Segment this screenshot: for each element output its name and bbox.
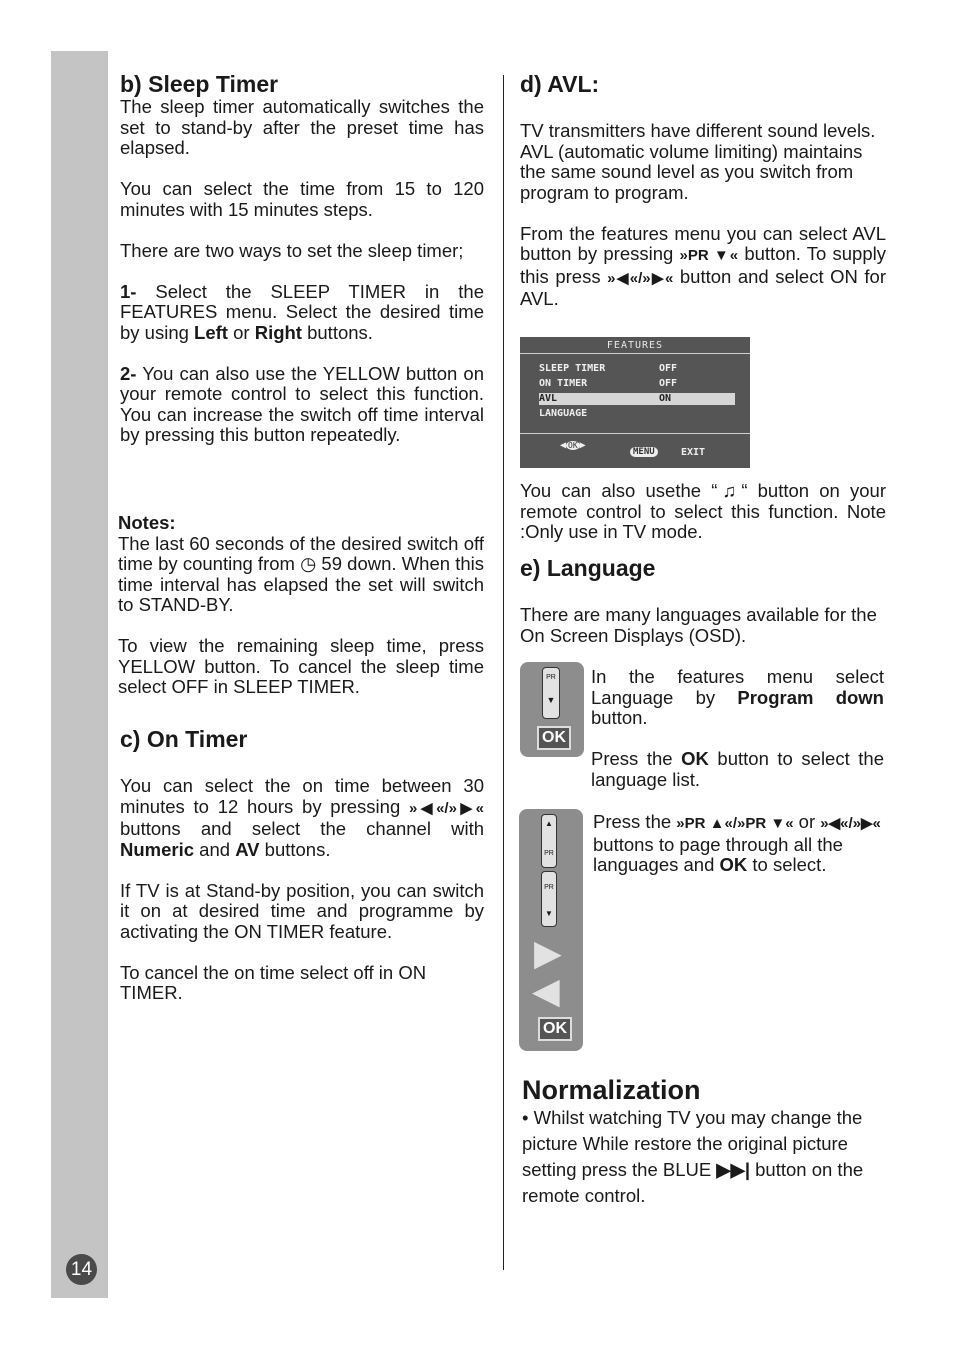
notes-remaining-time: To view the remaining sleep time, press YELLOW button. To cancel the sleep time select OFF in SLEEP TIMER. bbox=[118, 635, 484, 697]
language-intro: There are many languages available for the On Screen Displays (OSD). bbox=[520, 604, 877, 646]
notes-heading: Notes: bbox=[118, 512, 176, 533]
normalization-section bbox=[522, 1075, 888, 1209]
remote-navigation bbox=[519, 809, 583, 1051]
on-timer-cancel: To cancel the on time select off in ON TIMER. bbox=[120, 961, 427, 1003]
sleep-timer-range: You can select the time from 15 to 120 minutes with 15 minutes steps. bbox=[120, 178, 484, 220]
skip-forward-icon: ▶▶| bbox=[716, 1159, 750, 1180]
features-osd-menu bbox=[520, 337, 750, 468]
arrow-left-key: ◀ bbox=[532, 970, 560, 1011]
avl-how-to: From the features menu you can select AVL button by pressing »PR ▼« button. To supply this press »◀«/»▶« button and select ON for AVL. bbox=[520, 222, 886, 309]
osd-row-language: LANGUAGE bbox=[539, 408, 588, 419]
arrow-down-icon: ▼ bbox=[546, 695, 556, 705]
normalization-text: • Whilst watching TV you may change the picture While restore the original picture setting press the BLUE ▶▶| button on the remote control. bbox=[522, 1107, 864, 1206]
column-divider bbox=[503, 75, 504, 1270]
ok-key-2: OK bbox=[538, 1017, 572, 1041]
on-timer-range: You can select the on time between 30 minutes to 12 hours by pressing »◀«/»▶« buttons and select the channel with Numeric and AV buttons. bbox=[120, 775, 484, 860]
avl-intro: TV transmitters have different sound levels. AVL (automatic volume limiting) maintains the same sound level as you switch from program to program. bbox=[520, 120, 876, 203]
clock-icon: ◷ bbox=[300, 553, 317, 574]
language-page-through bbox=[593, 812, 884, 876]
normalization-heading: Normalization bbox=[522, 1075, 701, 1105]
sleep-timer-heading: b) Sleep Timer bbox=[120, 71, 279, 97]
osd-row-on-timer: ON TIMER OFF bbox=[539, 378, 678, 389]
avl-heading: d) AVL: bbox=[520, 71, 600, 97]
notes-countdown: The last 60 seconds of the desired switch off time by counting from ◷ 59 down. When this time interval has elapsed the set will switch to STAND-BY. bbox=[118, 532, 484, 615]
arrow-down-icon-2: ▼ bbox=[545, 909, 553, 918]
language-step-ok: Press the OK button to select the language list. bbox=[591, 748, 884, 790]
osd-menu-key: MENU bbox=[630, 447, 658, 457]
arrow-up-icon: ▲ bbox=[545, 819, 553, 828]
ok-key: OK bbox=[537, 726, 571, 750]
music-note-icon: ♫ bbox=[717, 480, 742, 501]
sleep-timer-intro: The sleep timer automatically switches the set to stand-by after the preset time has elapsed. bbox=[120, 96, 484, 158]
sleep-timer-step-1: 1- Select the SLEEP TIMER in the FEATURES menu. Select the desired time by using Left or Right buttons. bbox=[120, 280, 484, 343]
pr-down-key-2: PR ▼ bbox=[541, 871, 557, 927]
sleep-timer-step-2: 2- You can also use the YELLOW button on your remote control to select this function. You can increase the switch off time interval by pressing this button repeatedly. bbox=[120, 362, 484, 445]
avl-music-text: You can also usethe “♫“ button on your remote control to select this function. Note :Only use in TV mode. bbox=[520, 480, 886, 542]
on-timer-section bbox=[120, 726, 484, 1004]
pr-down-key: PR ▼ bbox=[542, 667, 560, 719]
sleep-timer-ways: There are two ways to set the sleep timer; bbox=[120, 239, 464, 261]
avl-section bbox=[520, 71, 886, 310]
osd-row-avl: AVL ON bbox=[539, 393, 735, 405]
language-heading: e) Language bbox=[520, 555, 656, 581]
osd-title: FEATURES bbox=[606, 340, 664, 351]
osd-row-sleep-timer: SLEEP TIMER OFF bbox=[539, 363, 678, 374]
osd-nav-icon: ◀ OK ▶ bbox=[560, 440, 586, 451]
pr-up-key: ▲ PR bbox=[541, 814, 557, 868]
language-step-select: In the features menu select Language by Program down button. bbox=[591, 666, 884, 728]
language-section bbox=[520, 555, 886, 646]
osd-exit-label: EXIT bbox=[681, 447, 706, 458]
sleep-timer-section bbox=[120, 71, 484, 446]
language-step-page: Press the »PR ▲«/»PR ▼« or »◀«/»▶« buttons to page through all the languages and OK to select. bbox=[593, 811, 881, 875]
on-timer-heading: c) On Timer bbox=[120, 726, 248, 752]
left-right-buttons-icon: »◀«/»▶« bbox=[408, 799, 484, 817]
language-steps bbox=[591, 667, 884, 790]
on-timer-standby: If TV is at Stand-by position, you can switch it on at desired time and programme by activating the ON TIMER feature. bbox=[120, 879, 484, 942]
notes-section bbox=[118, 513, 484, 698]
page-sidebar bbox=[51, 51, 108, 1298]
page-number: 14 bbox=[66, 1254, 97, 1285]
arrow-right-key: ▶ bbox=[534, 932, 562, 973]
avl-music-note bbox=[520, 481, 886, 543]
remote-program-down bbox=[520, 662, 584, 757]
